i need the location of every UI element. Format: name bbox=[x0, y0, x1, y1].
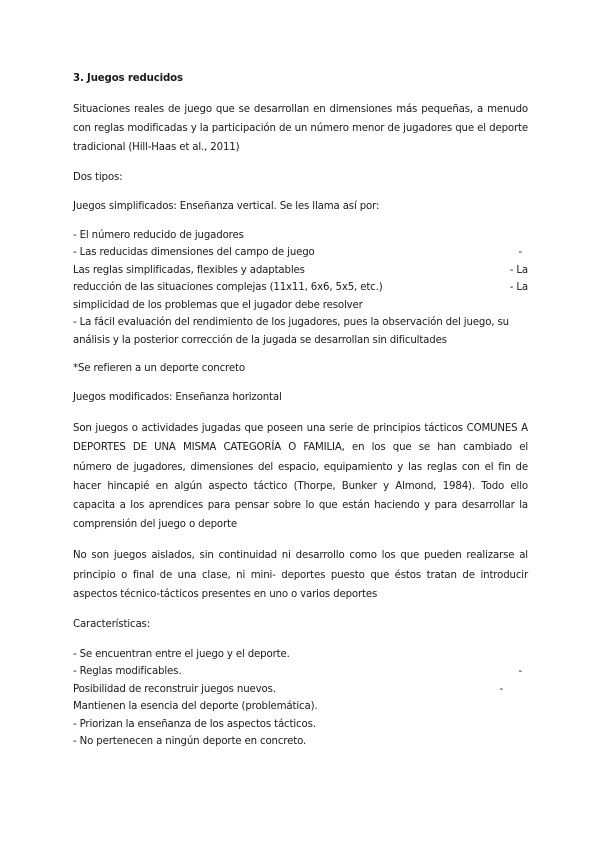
list-line-text: Mantienen la esencia del deporte (problemática). bbox=[73, 701, 318, 713]
paragraph-line: Situaciones reales de juego que se desarrollan en dimensiones más pequeñas, a menudo bbox=[73, 104, 528, 115]
intro-paragraph bbox=[73, 100, 528, 158]
aislados-paragraph bbox=[73, 546, 528, 604]
paragraph-line: No son juegos aislados, sin continuidad ni desarrollo como los que pueden realizarse al bbox=[73, 550, 528, 562]
document-page bbox=[73, 70, 528, 751]
simplificados-heading: Juegos simplificados: Enseñanza vertical. Se les llama así por: bbox=[73, 200, 380, 212]
paragraph-line: hacer hincapié en algún aspecto táctico (Thorpe, Bunker y Almond, 1984). Todo ello bbox=[73, 480, 528, 492]
list-line bbox=[73, 244, 522, 262]
list-line-text: - No pertenecen a ningún deporte en concreto. bbox=[73, 736, 307, 748]
list-line-dash: - bbox=[499, 683, 503, 695]
list-line bbox=[73, 733, 528, 751]
list-line bbox=[73, 698, 528, 716]
note-text: *Se refieren a un deporte concreto bbox=[73, 363, 245, 375]
list-line-text: - Se encuentran entre el juego y el deporte. bbox=[73, 648, 290, 660]
list-line bbox=[73, 279, 528, 297]
caracteristicas-list bbox=[73, 646, 528, 751]
list-line-text: análisis y la posterior corrección de la jugada se desarrollan sin dificultades bbox=[73, 334, 447, 346]
modificados-heading: Juegos modificados: Enseñanza horizontal bbox=[73, 392, 282, 404]
list-line-dash: - bbox=[518, 247, 522, 259]
list-line bbox=[73, 681, 503, 699]
list-line bbox=[73, 716, 528, 734]
list-line-text: Posibilidad de reconstruir juegos nuevos. bbox=[73, 683, 276, 695]
list-line-dash: - bbox=[518, 666, 522, 678]
list-line bbox=[73, 314, 528, 332]
list-line-dash: - La bbox=[509, 264, 528, 276]
list-line-text: - La fácil evaluación del rendimiento de los jugadores, pues la observación del juego, su bbox=[73, 317, 509, 329]
list-line bbox=[73, 646, 528, 664]
paragraph-line: con reglas modificadas y la participación de un número menor de jugadores que el deporte bbox=[73, 123, 528, 135]
list-line-text: Las reglas simplificadas, flexibles y adaptables bbox=[73, 264, 305, 276]
list-line-text: - Priorizan la enseñanza de los aspectos tácticos. bbox=[73, 718, 316, 730]
paragraph-line: DEPORTES DE UNA MISMA CATEGORÍA O FAMILIA, en los que se han cambiado el bbox=[73, 442, 528, 454]
modificados-paragraph bbox=[73, 419, 528, 534]
list-line-text: reducción de las situaciones complejas (11x11, 6x6, 5x5, etc.) bbox=[73, 282, 383, 294]
list-line-text: simplicidad de los problemas que el jugador debe resolver bbox=[73, 299, 363, 311]
list-line bbox=[73, 332, 528, 350]
paragraph-line: tradicional (Hill-Haas et al., 2011) bbox=[73, 142, 240, 154]
simplificados-list bbox=[73, 227, 528, 350]
list-line-text: - Reglas modificables. bbox=[73, 666, 182, 678]
paragraph-line: principio o final de una clase, ni mini- deportes puesto que éstos tratan de introducir bbox=[73, 569, 528, 581]
section-title: 3. Juegos reducidos bbox=[73, 73, 183, 84]
list-line bbox=[73, 262, 528, 280]
list-line bbox=[73, 227, 528, 245]
list-line-text: - Las reducidas dimensiones del campo de juego bbox=[73, 247, 315, 259]
list-line bbox=[73, 663, 522, 681]
list-line bbox=[73, 297, 528, 315]
paragraph-line: aspectos técnico-tácticos presentes en uno o varios deportes bbox=[73, 588, 378, 600]
paragraph-line: comprensión del juego o deporte bbox=[73, 519, 237, 531]
list-line-text: - El número reducido de jugadores bbox=[73, 229, 244, 241]
dos-tipos-label: Dos tipos: bbox=[73, 171, 123, 183]
paragraph-line: capacita a los aprendices para pensar sobre lo que están haciendo y para desarrollar la bbox=[73, 499, 528, 511]
paragraph-line: Son juegos o actividades jugadas que poseen una serie de principios tácticos COMUNES A bbox=[73, 423, 528, 435]
list-line-dash: - La bbox=[509, 282, 528, 294]
caracteristicas-heading: Características: bbox=[73, 618, 150, 630]
paragraph-line: número de jugadores, dimensiones del espacio, equipamiento y las reglas con el fin de bbox=[73, 461, 528, 473]
